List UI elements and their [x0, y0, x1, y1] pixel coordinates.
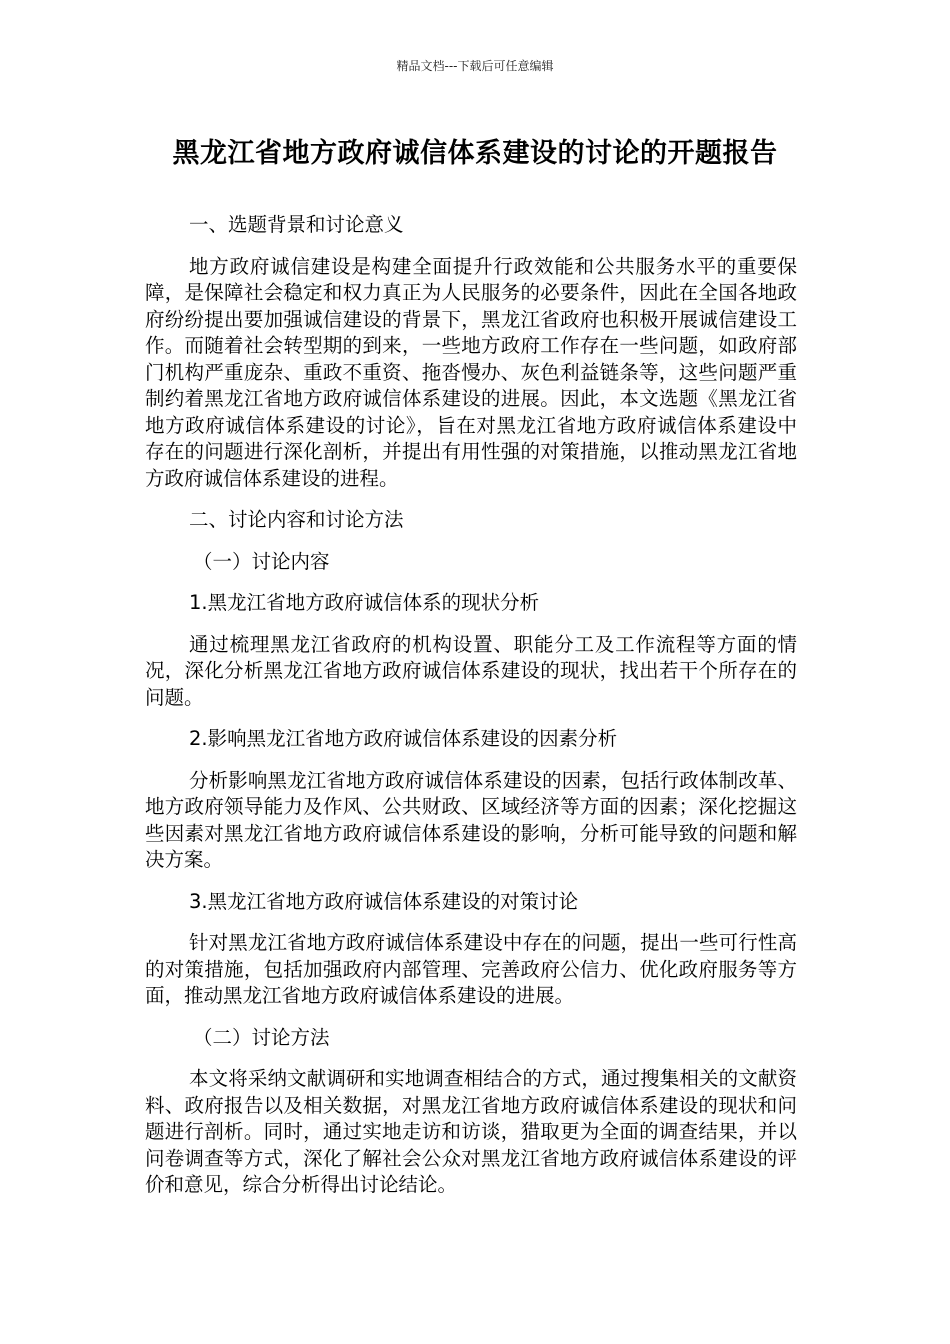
paragraph-factors: 分析影响黑龙江省地方政府诚信体系建设的因素，包括行政体制改革、地方政府领导能力及作风、公共财政、区域经济等方面的因素；深化挖掘这些因素对黑龙江省地方政府诚信体系建设的影响，分析可能导致的问题和解决方案。 — [145, 768, 797, 871]
subsection-heading-content: （一）讨论内容 — [193, 549, 330, 573]
section-heading-background: 一、选题背景和讨论意义 — [189, 213, 404, 236]
paragraph-methods: 本文将采纳文献调研和实地调查相结合的方式，通过搜集相关的文献资料、政府报告以及相关数据，对黑龙江省地方政府诚信体系建设的现状和问题进行剖析。同时，通过实地走访和访谈，猎取更为全面的调查结果，并以问卷调查等方式，深化了解社会公众对黑龙江省地方政府诚信体系建设的评价和意见，综合分析得出讨论结论。 — [145, 1067, 797, 1196]
paragraph-background: 地方政府诚信建设是构建全面提升行政效能和公共服务水平的重要保障，是保障社会稳定和权力真正为人民服务的必要条件，因此在全国各地政府纷纷提出要加强诚信建设的背景下，黑龙江省政府也积极开展诚信建设工作。而随着社会转型期的到来，一些地方政府工作存在一些问题，如政府部门机构严重庞杂、重政不重资、拖沓慢办、灰色利益链条等，这些问题严重制约着黑龙江省地方政府诚信体系建设的进展。因此，本文选题《黑龙江省地方政府诚信体系建设的讨论》，旨在对黑龙江省地方政府诚信体系建设中存在的问题进行深化剖析，并提出有用性强的对策措施，以推动黑龙江省地方政府诚信体系建设的进程。 — [145, 254, 797, 490]
document-title: 黑龙江省地方政府诚信体系建设的讨论的开题报告 — [172, 138, 778, 169]
paragraph-status: 通过梳理黑龙江省政府的机构设置、职能分工及工作流程等方面的情况，深化分析黑龙江省地方政府诚信体系建设的现状，找出若干个所存在的问题。 — [145, 632, 797, 709]
subsection-heading-methods: （二）讨论方法 — [193, 1025, 330, 1049]
document-body — [145, 212, 797, 1214]
item-heading-factors: 2.影响黑龙江省地方政府诚信体系建设的因素分析 — [189, 727, 618, 750]
paragraph-countermeasures: 针对黑龙江省地方政府诚信体系建设中存在的问题，提出一些可行性高的对策措施，包括加强政府内部管理、完善政府公信力、优化政府服务等方面，推动黑龙江省地方政府诚信体系建设的进展。 — [145, 931, 797, 1007]
section-heading-content-methods: 二、讨论内容和讨论方法 — [189, 508, 404, 531]
item-heading-countermeasures: 3.黑龙江省地方政府诚信体系建设的对策讨论 — [189, 889, 579, 913]
header-note: 精品文档---下载后可任意编辑 — [396, 59, 554, 73]
item-heading-status: 1.黑龙江省地方政府诚信体系的现状分析 — [189, 591, 540, 614]
